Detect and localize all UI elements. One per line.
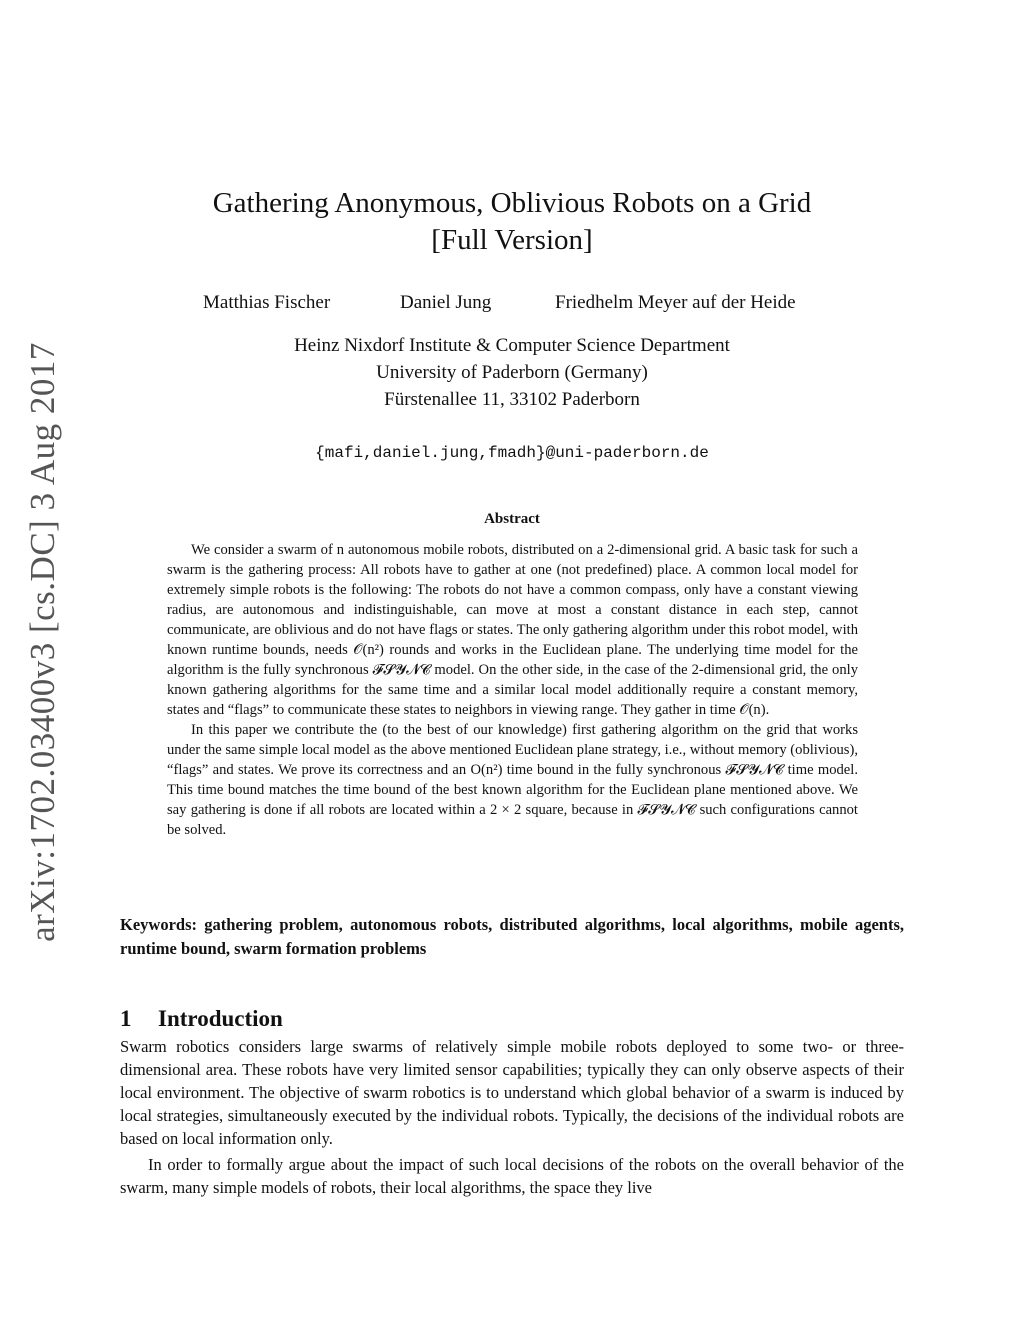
keywords: Keywords: gathering problem, autonomous robots, distributed algorithms, local algorithms, mobile agents, runtime bound, swarm formation problems [120,915,904,958]
abstract-paragraph: In this paper we contribute the (to the best of our knowledge) first gathering algorithm on the grid that works under the same simple local model as the above mentioned Euclidean plane strategy, i.e., without memory (oblivious), “flags” and states. We prove its correctness and an O(n²) time bound in the fully synchronous 𝓕𝓢𝓨𝓝𝓒 time model. This time bound matches the time bound of the best known algorithm for the Euclidean plane mentioned above. We say gathering is done if all robots are located within a 2 × 2 square, because in 𝓕𝓢𝓨𝓝𝓒 such configurations cannot be solved. [167,722,858,838]
paper-title: Gathering Anonymous, Oblivious Robots on a Grid [212,187,812,220]
abstract-paragraph: We consider a swarm of n autonomous mobile robots, distributed on a 2-dimensional grid. A basic task for such a swarm is the gathering process: All robots have to gather at one (not predefined) place. A common local model for extremely simple robots is the following: The robots do not have a common compass, only have a constant viewing radius, are autonomous and indistinguishable, can move at most a constant distance in each step, cannot communicate, are oblivious and do not have flags or states. The only gathering algorithm under this robot model, with known runtime bounds, needs 𝒪(n²) rounds and works in the Euclidean plane. The underlying time model for the algorithm is the fully synchronous 𝓕𝓢𝓨𝓝𝓒 model. On the other side, in the case of the 2-dimensional grid, the only known gathering algorithms for the same time and a similar local model additionally require a constant memory, states and “flags” to communicate these states to neighbors in viewing range. They gather in time 𝒪(n). [167,542,858,718]
section-body [120,1035,904,1199]
author-emails: {mafi,daniel.jung,fmadh}@uni-paderborn.de [315,444,709,462]
paper-subtitle: [Full Version] [431,224,593,256]
section-heading [120,1006,283,1032]
affiliation-address: Fürstenallee 11, 33102 Paderborn [384,389,640,410]
arxiv-identifier: arXiv:1702.03400v3 [cs.DC] 3 Aug 2017 [23,342,62,942]
body-paragraph: In order to formally argue about the impact of such local decisions of the robots on the overall behavior of the swarm, many simple models of robots, their local algorithms, the space they live [120,1155,904,1197]
abstract-body [167,540,858,840]
section-title: Introduction [158,1006,283,1032]
body-paragraph: Swarm robotics considers large swarms of relatively simple mobile robots deployed to some two- or three-dimensional area. These robots have very limited sensor capabilities; typically they can only observe aspects of their local environment. The objective of swarm robotics is to understand which global behavior of a swarm is induced by local strategies, simultaneously executed by the individual robots. Typically, the decisions of the individual robots are based on local information only. [120,1037,904,1148]
affiliation-institute: Heinz Nixdorf Institute & Computer Science Department [294,335,730,356]
author-2: Daniel Jung [400,292,492,313]
section-number: 1 [120,1006,132,1032]
affiliation-university: University of Paderborn (Germany) [376,362,648,383]
author-1: Matthias Fischer [203,292,331,313]
abstract-heading: Abstract [484,511,540,527]
author-3: Friedhelm Meyer auf der Heide [555,292,796,313]
